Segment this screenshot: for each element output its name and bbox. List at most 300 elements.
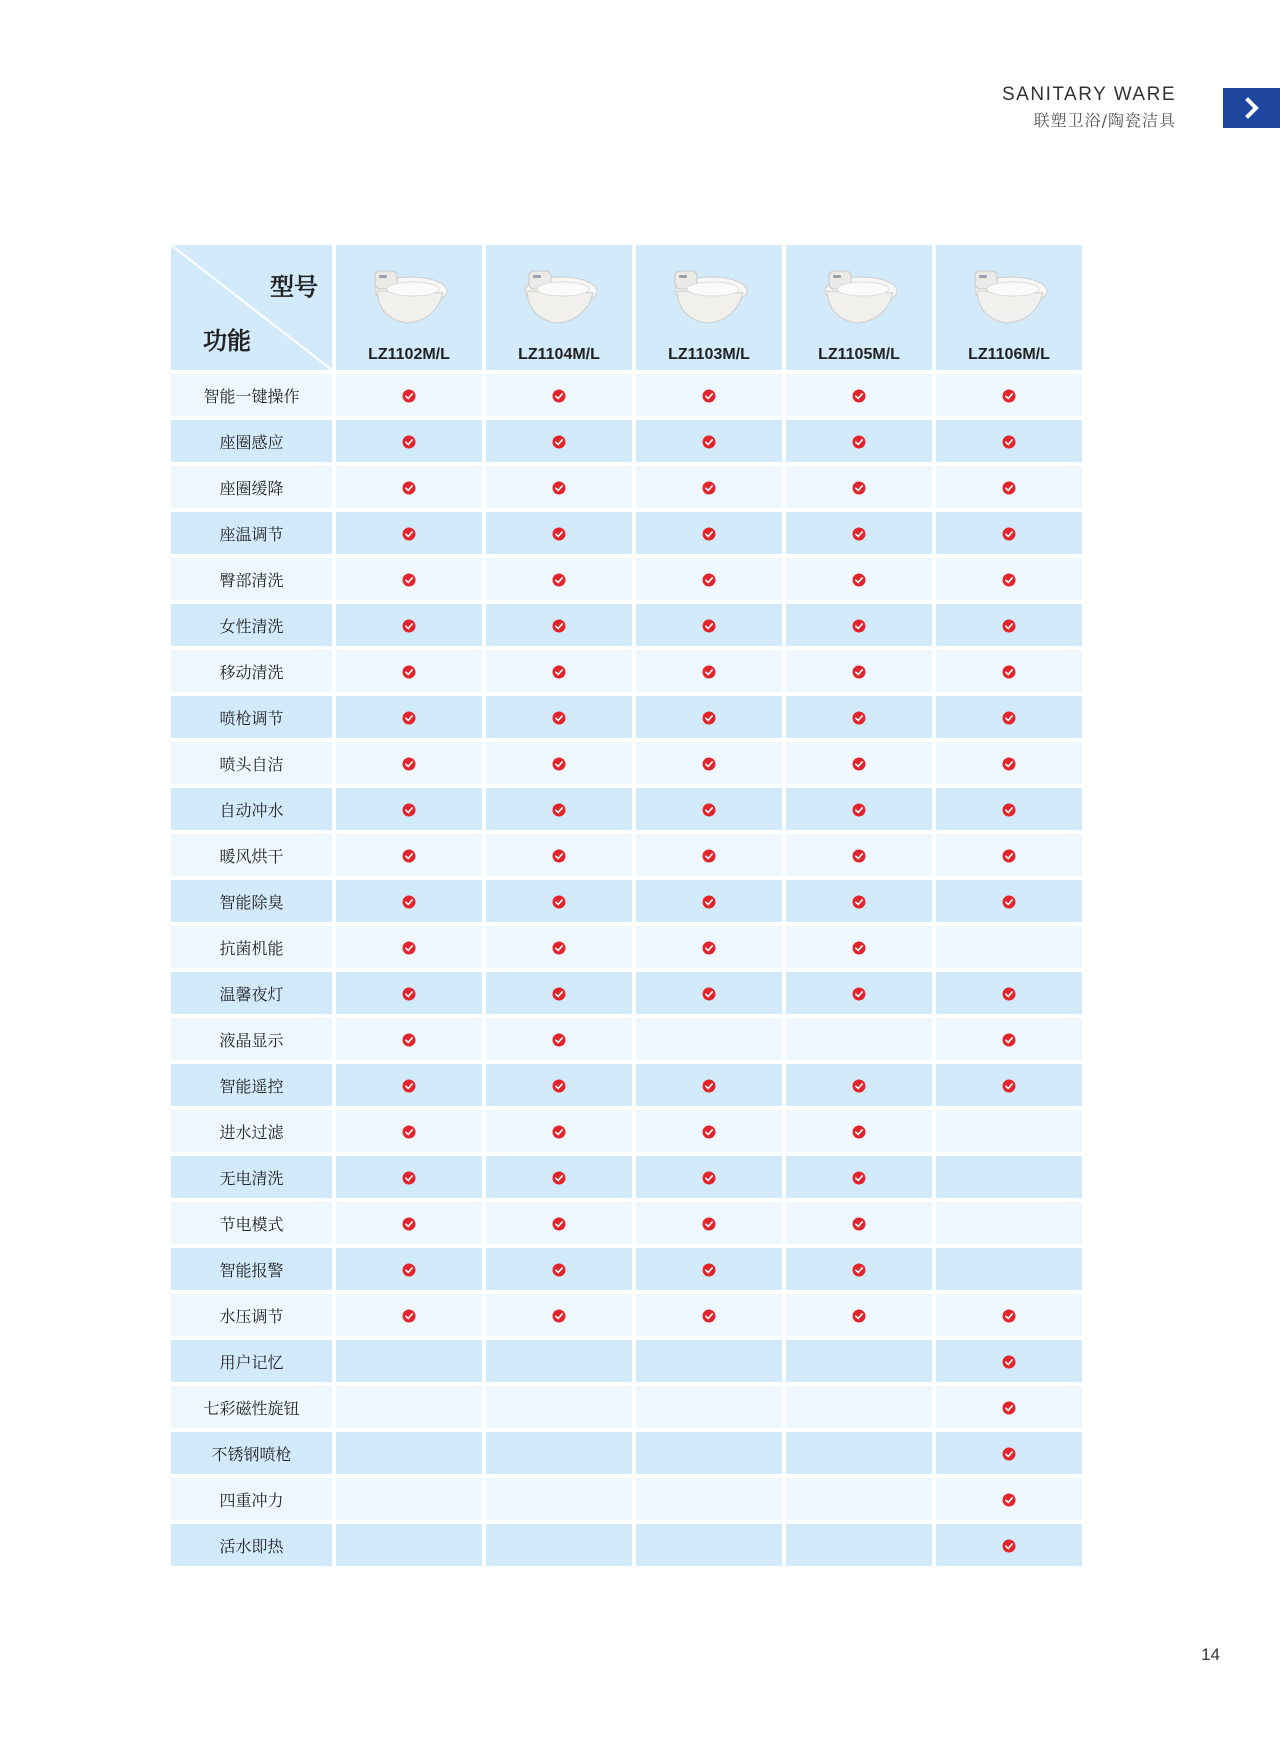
feature-cell bbox=[786, 788, 932, 830]
red-check-icon bbox=[402, 435, 416, 449]
red-check-icon bbox=[402, 619, 416, 633]
feature-cell bbox=[336, 1478, 482, 1520]
red-check-icon bbox=[852, 1079, 866, 1093]
feature-cell bbox=[936, 1248, 1082, 1290]
feature-cell bbox=[786, 1018, 932, 1060]
feature-cell bbox=[936, 604, 1082, 646]
feature-cell bbox=[636, 1064, 782, 1106]
feature-cell bbox=[636, 926, 782, 968]
feature-cell bbox=[936, 742, 1082, 784]
feature-cell bbox=[636, 742, 782, 784]
table-row bbox=[171, 1110, 1082, 1152]
feature-label: 液晶显示 bbox=[171, 1018, 332, 1060]
feature-cell bbox=[486, 880, 632, 922]
red-check-icon bbox=[1002, 1401, 1016, 1415]
red-check-icon bbox=[1002, 1033, 1016, 1047]
corner-function-label: 功能 bbox=[203, 327, 251, 355]
feature-cell bbox=[936, 650, 1082, 692]
feature-cell bbox=[336, 742, 482, 784]
red-check-icon bbox=[702, 527, 716, 541]
red-check-icon bbox=[1002, 389, 1016, 403]
chevron-right-icon bbox=[1242, 97, 1262, 119]
red-check-icon bbox=[702, 1309, 716, 1323]
feature-cell bbox=[636, 1156, 782, 1198]
red-check-icon bbox=[402, 711, 416, 725]
feature-cell bbox=[636, 972, 782, 1014]
feature-cell bbox=[786, 512, 932, 554]
feature-cell bbox=[336, 696, 482, 738]
red-check-icon bbox=[702, 389, 716, 403]
feature-cell bbox=[336, 926, 482, 968]
feature-cell bbox=[636, 1478, 782, 1520]
feature-cell bbox=[786, 558, 932, 600]
feature-cell bbox=[786, 1064, 932, 1106]
feature-cell bbox=[636, 1202, 782, 1244]
red-check-icon bbox=[1002, 803, 1016, 817]
page-number: 14 bbox=[1201, 1645, 1220, 1664]
feature-cell bbox=[786, 1478, 932, 1520]
red-check-icon bbox=[552, 1217, 566, 1231]
red-check-icon bbox=[552, 895, 566, 909]
feature-cell bbox=[336, 880, 482, 922]
feature-cell bbox=[486, 1524, 632, 1566]
red-check-icon bbox=[702, 435, 716, 449]
red-check-icon bbox=[402, 1171, 416, 1185]
feature-cell bbox=[336, 788, 482, 830]
red-check-icon bbox=[852, 803, 866, 817]
red-check-icon bbox=[1002, 711, 1016, 725]
red-check-icon bbox=[1002, 435, 1016, 449]
red-check-icon bbox=[1002, 619, 1016, 633]
feature-cell bbox=[636, 788, 782, 830]
feature-cell bbox=[336, 558, 482, 600]
header-title-cn: 联塑卫浴/陶瓷洁具 bbox=[1033, 111, 1176, 130]
feature-cell bbox=[936, 1018, 1082, 1060]
feature-label: 座温调节 bbox=[171, 512, 332, 554]
table-row bbox=[171, 420, 1082, 462]
feature-cell bbox=[486, 742, 632, 784]
red-check-icon bbox=[402, 757, 416, 771]
table-row bbox=[171, 374, 1082, 416]
feature-cell bbox=[936, 972, 1082, 1014]
model-name: LZ1103M/L bbox=[668, 346, 750, 363]
feature-cell bbox=[336, 834, 482, 876]
feature-cell bbox=[936, 558, 1082, 600]
feature-cell bbox=[636, 1018, 782, 1060]
feature-cell bbox=[336, 512, 482, 554]
red-check-icon bbox=[1002, 895, 1016, 909]
feature-cell bbox=[786, 742, 932, 784]
table-row bbox=[171, 972, 1082, 1014]
feature-cell bbox=[936, 1524, 1082, 1566]
red-check-icon bbox=[1002, 849, 1016, 863]
red-check-icon bbox=[1002, 527, 1016, 541]
feature-cell bbox=[486, 788, 632, 830]
feature-label: 智能除臭 bbox=[171, 880, 332, 922]
feature-cell bbox=[936, 696, 1082, 738]
red-check-icon bbox=[1002, 757, 1016, 771]
red-check-icon bbox=[552, 757, 566, 771]
red-check-icon bbox=[552, 987, 566, 1001]
toilet-product-image bbox=[817, 261, 901, 327]
red-check-icon bbox=[852, 849, 866, 863]
feature-cell bbox=[936, 788, 1082, 830]
feature-cell bbox=[336, 604, 482, 646]
corner-model-label: 型号 bbox=[270, 273, 318, 301]
feature-cell bbox=[936, 880, 1082, 922]
model-header-3 bbox=[636, 245, 782, 370]
feature-cell bbox=[636, 696, 782, 738]
feature-cell bbox=[636, 1248, 782, 1290]
table-row bbox=[171, 880, 1082, 922]
feature-cell bbox=[336, 1524, 482, 1566]
feature-cell bbox=[336, 1294, 482, 1336]
red-check-icon bbox=[552, 527, 566, 541]
feature-spec-table bbox=[167, 241, 1086, 1570]
feature-label: 智能一键操作 bbox=[171, 374, 332, 416]
toilet-product-image bbox=[517, 261, 601, 327]
red-check-icon bbox=[402, 1263, 416, 1277]
feature-cell bbox=[486, 1432, 632, 1474]
red-check-icon bbox=[852, 665, 866, 679]
feature-cell bbox=[486, 650, 632, 692]
model-header-2 bbox=[486, 245, 632, 370]
red-check-icon bbox=[552, 1263, 566, 1277]
red-check-icon bbox=[552, 665, 566, 679]
feature-cell bbox=[486, 466, 632, 508]
red-check-icon bbox=[1002, 1309, 1016, 1323]
table-row bbox=[171, 1248, 1082, 1290]
feature-label: 移动清洗 bbox=[171, 650, 332, 692]
feature-label: 四重冲力 bbox=[171, 1478, 332, 1520]
red-check-icon bbox=[702, 573, 716, 587]
feature-label: 智能遥控 bbox=[171, 1064, 332, 1106]
feature-label: 喷头自洁 bbox=[171, 742, 332, 784]
feature-cell bbox=[336, 972, 482, 1014]
feature-cell bbox=[336, 466, 482, 508]
feature-cell bbox=[936, 512, 1082, 554]
model-header-1 bbox=[336, 245, 482, 370]
red-check-icon bbox=[402, 1125, 416, 1139]
feature-cell bbox=[486, 1478, 632, 1520]
feature-cell bbox=[936, 1294, 1082, 1336]
toilet-product-image bbox=[367, 261, 451, 327]
feature-cell bbox=[336, 1018, 482, 1060]
feature-cell bbox=[636, 1386, 782, 1428]
table-row bbox=[171, 1202, 1082, 1244]
feature-cell bbox=[936, 1064, 1082, 1106]
red-check-icon bbox=[852, 1309, 866, 1323]
feature-label: 自动冲水 bbox=[171, 788, 332, 830]
red-check-icon bbox=[702, 481, 716, 495]
feature-cell bbox=[636, 512, 782, 554]
red-check-icon bbox=[552, 389, 566, 403]
red-check-icon bbox=[852, 711, 866, 725]
red-check-icon bbox=[552, 711, 566, 725]
feature-cell bbox=[786, 1432, 932, 1474]
red-check-icon bbox=[702, 803, 716, 817]
feature-cell bbox=[786, 834, 932, 876]
toilet-product-image bbox=[667, 261, 751, 327]
feature-cell bbox=[786, 880, 932, 922]
red-check-icon bbox=[852, 1171, 866, 1185]
red-check-icon bbox=[852, 481, 866, 495]
feature-cell bbox=[486, 926, 632, 968]
red-check-icon bbox=[552, 1125, 566, 1139]
feature-cell bbox=[336, 650, 482, 692]
feature-cell bbox=[486, 972, 632, 1014]
table-row bbox=[171, 926, 1082, 968]
red-check-icon bbox=[702, 1171, 716, 1185]
feature-cell bbox=[336, 374, 482, 416]
red-check-icon bbox=[852, 987, 866, 1001]
feature-cell bbox=[486, 834, 632, 876]
red-check-icon bbox=[852, 527, 866, 541]
feature-cell bbox=[936, 1202, 1082, 1244]
feature-cell bbox=[936, 1156, 1082, 1198]
red-check-icon bbox=[1002, 665, 1016, 679]
red-check-icon bbox=[702, 1125, 716, 1139]
table-row bbox=[171, 558, 1082, 600]
feature-cell bbox=[486, 1156, 632, 1198]
red-check-icon bbox=[702, 849, 716, 863]
red-check-icon bbox=[1002, 987, 1016, 1001]
feature-cell bbox=[336, 1156, 482, 1198]
feature-cell bbox=[486, 1064, 632, 1106]
red-check-icon bbox=[702, 1217, 716, 1231]
feature-label: 暖风烘干 bbox=[171, 834, 332, 876]
feature-cell bbox=[786, 1156, 932, 1198]
feature-cell bbox=[636, 466, 782, 508]
feature-label: 无电清洗 bbox=[171, 1156, 332, 1198]
model-name: LZ1102M/L bbox=[368, 346, 450, 363]
feature-cell bbox=[936, 1478, 1082, 1520]
feature-cell bbox=[486, 1248, 632, 1290]
feature-cell bbox=[636, 1432, 782, 1474]
feature-cell bbox=[786, 1202, 932, 1244]
feature-label: 不锈钢喷枪 bbox=[171, 1432, 332, 1474]
red-check-icon bbox=[552, 849, 566, 863]
red-check-icon bbox=[402, 481, 416, 495]
red-check-icon bbox=[552, 481, 566, 495]
feature-cell bbox=[636, 1294, 782, 1336]
feature-label: 节电模式 bbox=[171, 1202, 332, 1244]
red-check-icon bbox=[402, 665, 416, 679]
feature-label: 女性清洗 bbox=[171, 604, 332, 646]
feature-cell bbox=[936, 1386, 1082, 1428]
table-row bbox=[171, 1524, 1082, 1566]
feature-cell bbox=[636, 1340, 782, 1382]
feature-cell bbox=[786, 1294, 932, 1336]
feature-cell bbox=[786, 1340, 932, 1382]
feature-label: 水压调节 bbox=[171, 1294, 332, 1336]
feature-label: 七彩磁性旋钮 bbox=[171, 1386, 332, 1428]
feature-cell bbox=[936, 420, 1082, 462]
table-row bbox=[171, 1156, 1082, 1198]
feature-cell bbox=[486, 1110, 632, 1152]
table-row bbox=[171, 650, 1082, 692]
feature-cell bbox=[486, 604, 632, 646]
feature-label: 智能报警 bbox=[171, 1248, 332, 1290]
red-check-icon bbox=[552, 619, 566, 633]
model-header-4 bbox=[786, 245, 932, 370]
table-row bbox=[171, 696, 1082, 738]
feature-label: 温馨夜灯 bbox=[171, 972, 332, 1014]
feature-cell bbox=[486, 420, 632, 462]
model-header-5 bbox=[936, 245, 1082, 370]
feature-cell bbox=[786, 972, 932, 1014]
table-row bbox=[171, 1386, 1082, 1428]
red-check-icon bbox=[852, 941, 866, 955]
red-check-icon bbox=[1002, 1539, 1016, 1553]
feature-cell bbox=[636, 880, 782, 922]
next-page-button[interactable] bbox=[1223, 88, 1280, 128]
red-check-icon bbox=[702, 895, 716, 909]
red-check-icon bbox=[702, 619, 716, 633]
feature-cell bbox=[786, 650, 932, 692]
feature-cell bbox=[936, 466, 1082, 508]
red-check-icon bbox=[402, 987, 416, 1001]
model-name: LZ1104M/L bbox=[518, 346, 600, 363]
feature-cell bbox=[786, 420, 932, 462]
red-check-icon bbox=[552, 1171, 566, 1185]
red-check-icon bbox=[1002, 1493, 1016, 1507]
red-check-icon bbox=[402, 1033, 416, 1047]
feature-label: 座圈缓降 bbox=[171, 466, 332, 508]
red-check-icon bbox=[552, 435, 566, 449]
red-check-icon bbox=[852, 1217, 866, 1231]
feature-cell bbox=[336, 1064, 482, 1106]
toilet-product-image bbox=[967, 261, 1051, 327]
feature-label: 座圈感应 bbox=[171, 420, 332, 462]
feature-cell bbox=[336, 1202, 482, 1244]
red-check-icon bbox=[852, 389, 866, 403]
red-check-icon bbox=[852, 619, 866, 633]
feature-label: 用户记忆 bbox=[171, 1340, 332, 1382]
red-check-icon bbox=[702, 757, 716, 771]
table-row bbox=[171, 1018, 1082, 1060]
red-check-icon bbox=[402, 527, 416, 541]
red-check-icon bbox=[702, 941, 716, 955]
red-check-icon bbox=[852, 573, 866, 587]
red-check-icon bbox=[702, 1079, 716, 1093]
feature-cell bbox=[936, 374, 1082, 416]
feature-cell bbox=[486, 1018, 632, 1060]
feature-cell bbox=[636, 558, 782, 600]
feature-cell bbox=[336, 420, 482, 462]
feature-label: 抗菌机能 bbox=[171, 926, 332, 968]
feature-cell bbox=[786, 696, 932, 738]
feature-label: 喷枪调节 bbox=[171, 696, 332, 738]
header-title-en: SANITARY WARE bbox=[1002, 84, 1176, 105]
feature-cell bbox=[486, 374, 632, 416]
red-check-icon bbox=[402, 1079, 416, 1093]
feature-cell bbox=[936, 1340, 1082, 1382]
table-row bbox=[171, 1064, 1082, 1106]
feature-cell bbox=[636, 420, 782, 462]
feature-cell bbox=[486, 1294, 632, 1336]
red-check-icon bbox=[852, 895, 866, 909]
red-check-icon bbox=[402, 941, 416, 955]
feature-cell bbox=[936, 834, 1082, 876]
red-check-icon bbox=[552, 803, 566, 817]
feature-cell bbox=[636, 834, 782, 876]
red-check-icon bbox=[402, 849, 416, 863]
red-check-icon bbox=[702, 711, 716, 725]
feature-cell bbox=[786, 604, 932, 646]
feature-cell bbox=[336, 1110, 482, 1152]
red-check-icon bbox=[402, 1309, 416, 1323]
red-check-icon bbox=[552, 573, 566, 587]
red-check-icon bbox=[552, 941, 566, 955]
feature-cell bbox=[786, 1524, 932, 1566]
red-check-icon bbox=[852, 1263, 866, 1277]
feature-cell bbox=[786, 1110, 932, 1152]
red-check-icon bbox=[402, 1217, 416, 1231]
red-check-icon bbox=[402, 895, 416, 909]
red-check-icon bbox=[702, 665, 716, 679]
feature-cell bbox=[636, 650, 782, 692]
feature-cell bbox=[786, 1386, 932, 1428]
red-check-icon bbox=[852, 757, 866, 771]
feature-cell bbox=[486, 558, 632, 600]
table-row bbox=[171, 512, 1082, 554]
table-row bbox=[171, 788, 1082, 830]
red-check-icon bbox=[552, 1309, 566, 1323]
red-check-icon bbox=[1002, 1079, 1016, 1093]
feature-cell bbox=[936, 1432, 1082, 1474]
red-check-icon bbox=[402, 389, 416, 403]
table-row bbox=[171, 466, 1082, 508]
feature-label: 臀部清洗 bbox=[171, 558, 332, 600]
feature-cell bbox=[786, 926, 932, 968]
red-check-icon bbox=[852, 435, 866, 449]
page-header bbox=[1002, 84, 1176, 131]
feature-cell bbox=[336, 1248, 482, 1290]
table-corner-header bbox=[171, 245, 332, 370]
red-check-icon bbox=[852, 1125, 866, 1139]
feature-cell bbox=[636, 374, 782, 416]
feature-cell bbox=[636, 604, 782, 646]
feature-cell bbox=[486, 696, 632, 738]
red-check-icon bbox=[552, 1033, 566, 1047]
feature-cell bbox=[636, 1524, 782, 1566]
red-check-icon bbox=[1002, 1355, 1016, 1369]
table-row bbox=[171, 1340, 1082, 1382]
red-check-icon bbox=[402, 573, 416, 587]
feature-cell bbox=[786, 374, 932, 416]
feature-cell bbox=[786, 466, 932, 508]
red-check-icon bbox=[1002, 481, 1016, 495]
red-check-icon bbox=[702, 1263, 716, 1277]
table-row bbox=[171, 742, 1082, 784]
feature-cell bbox=[936, 1110, 1082, 1152]
table-row bbox=[171, 604, 1082, 646]
feature-cell bbox=[786, 1248, 932, 1290]
feature-label: 活水即热 bbox=[171, 1524, 332, 1566]
table-row bbox=[171, 1432, 1082, 1474]
feature-cell bbox=[936, 926, 1082, 968]
model-name: LZ1106M/L bbox=[968, 346, 1050, 363]
feature-cell bbox=[636, 1110, 782, 1152]
red-check-icon bbox=[552, 1079, 566, 1093]
feature-cell bbox=[486, 1202, 632, 1244]
table-row bbox=[171, 1478, 1082, 1520]
feature-label: 进水过滤 bbox=[171, 1110, 332, 1152]
feature-cell bbox=[336, 1386, 482, 1428]
feature-cell bbox=[336, 1432, 482, 1474]
red-check-icon bbox=[402, 803, 416, 817]
